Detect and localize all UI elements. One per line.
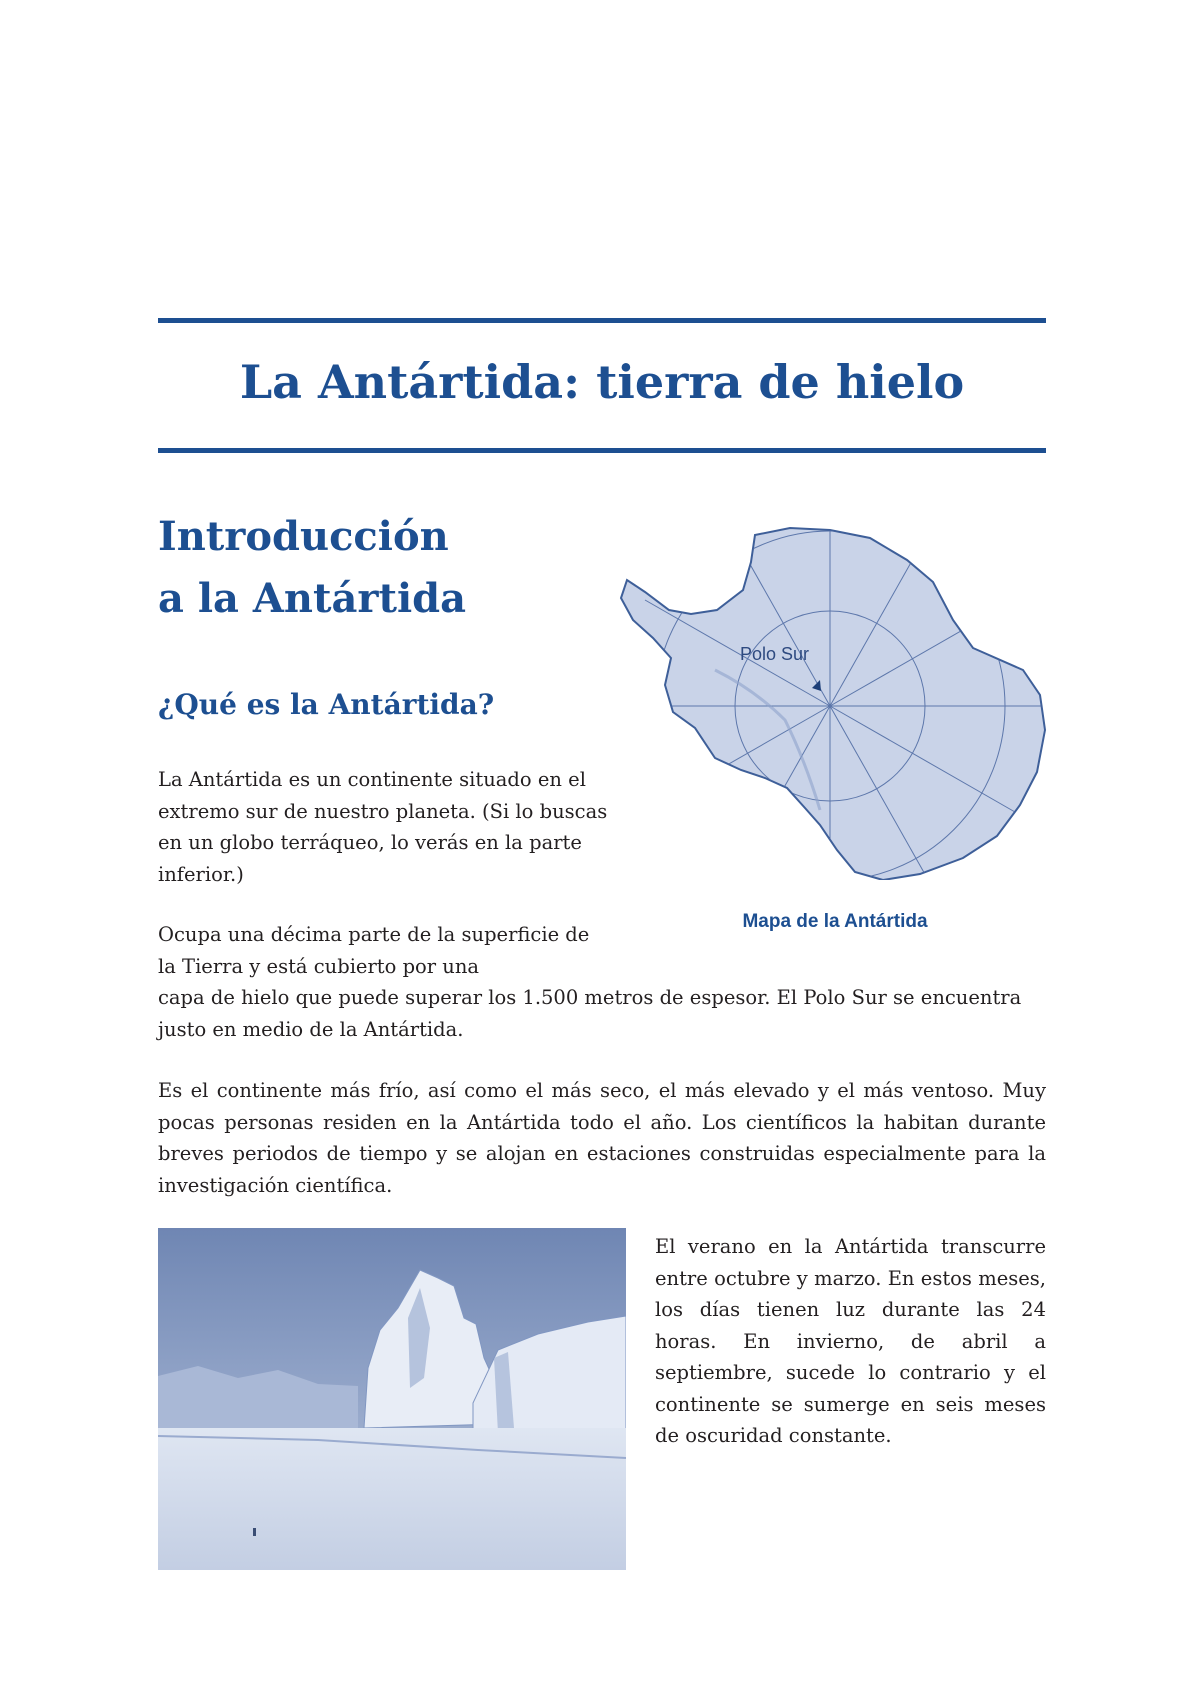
paragraph-surface-start: Ocupa una décima parte de la superficie de la Tierra y está cubierto por una xyxy=(158,923,590,978)
page-title: La Antártida: tierra de hielo xyxy=(239,355,965,409)
paragraph-surface-end: capa de hielo que puede superar los 1.500 metros de espesor. El Polo Sur se encuentra justo en medio de la Antártida. xyxy=(158,986,1022,1041)
section-heading-line-2: a la Antártida xyxy=(158,575,467,622)
paragraph-intro: La Antártida es un continente situado en el extremo sur de nuestro planeta. (Si lo buscas en un globo terráqueo, lo verás en la parte inferior.) xyxy=(158,768,608,886)
subsection-heading: ¿Qué es la Antártida? xyxy=(158,688,495,721)
iceberg-photo xyxy=(158,1228,626,1570)
section-heading-line-1: Introducción xyxy=(158,513,449,560)
section-heading xyxy=(158,506,466,630)
map-caption: Mapa de la Antártida xyxy=(742,911,928,932)
top-rule xyxy=(158,318,1046,323)
antarctica-map xyxy=(615,520,1055,880)
paragraph-surface xyxy=(158,919,1046,1045)
paragraph-seasons: El verano en la Antártida transcurre entre octubre y marzo. En estos meses, los días tienen luz durante las 24 horas. En invierno, de abril a septiembre, sucede lo contrario y el continente se sumerge en seis meses de oscuridad constante. xyxy=(655,1235,1046,1447)
bottom-rule xyxy=(158,448,1046,453)
south-pole-label: Polo Sur xyxy=(740,644,810,664)
paragraph-climate: Es el continente más frío, así como el más seco, el más elevado y el más ventoso. Muy pocas personas residen en la Antártida todo el año. Los científicos la habitan durante breves periodos de tiempo y se alojan en estaciones construidas especialmente para la investigación científica. xyxy=(158,1079,1046,1197)
